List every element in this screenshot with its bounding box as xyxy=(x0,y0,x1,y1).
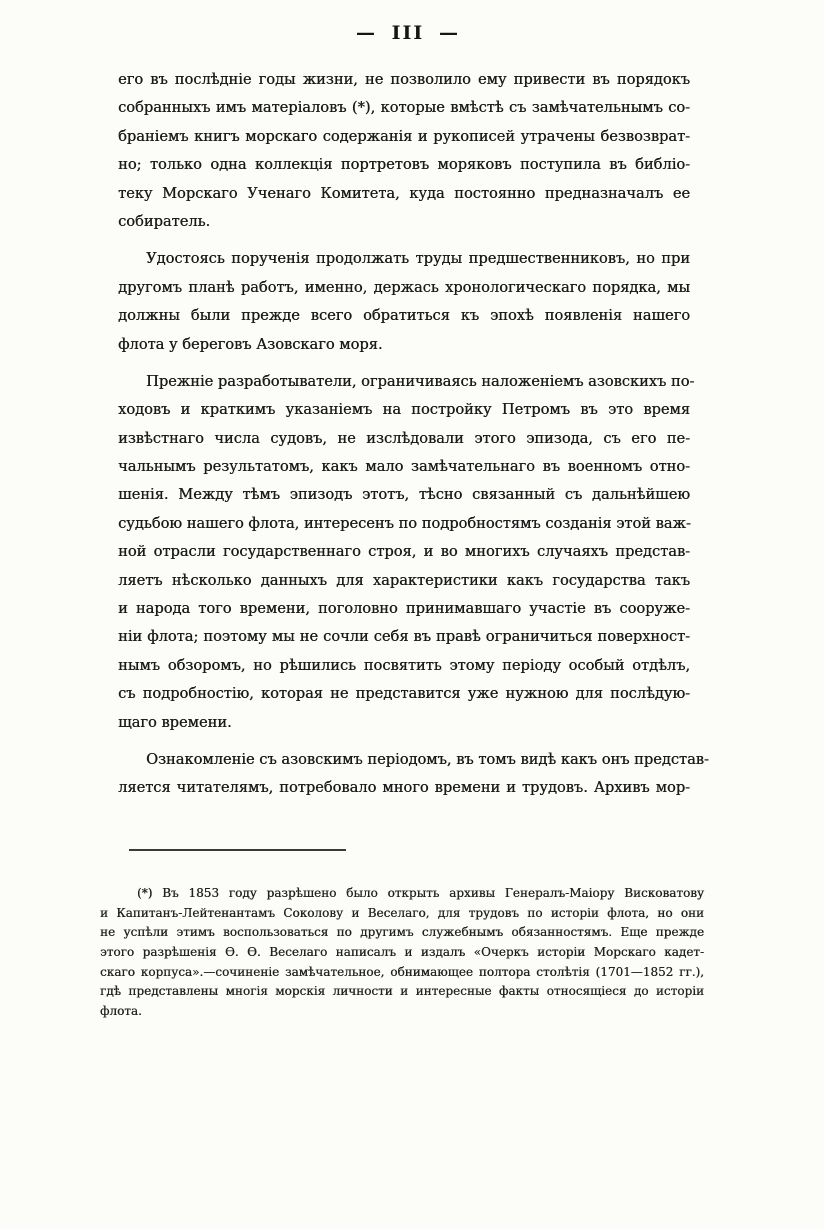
text-line: теку Морскаго Ученаго Комитета, куда постоянно предназначалъ ее xyxy=(118,184,690,202)
text-line: ляетъ нѣсколько данныхъ для характеристики какъ государства такъ xyxy=(118,571,690,589)
text-line: ніи флота; поэтому мы не сочли себя въ правѣ ограничиться поверхност- xyxy=(118,628,690,646)
text-line: шенія. Между тѣмъ эпизодъ этотъ, тѣсно связанный съ дальнѣйшею xyxy=(118,486,690,504)
text-line: но; только одна коллекція портретовъ моряковъ поступила въ библіо- xyxy=(118,156,690,174)
paragraph xyxy=(118,245,690,359)
text-line: щаго времени. xyxy=(118,713,232,731)
footnote-line: флота. xyxy=(100,1004,142,1019)
page-number: — III — xyxy=(356,22,460,44)
footnote-separator xyxy=(129,849,346,851)
paragraph xyxy=(118,66,690,236)
text-line: браніемъ книгъ морскаго содержанія и рукописей утрачены безвозврат- xyxy=(118,127,690,145)
text-line: другомъ планѣ работъ, именно, держась хронологическаго порядка, мы xyxy=(118,278,690,296)
body-text xyxy=(118,66,709,803)
text-line: ходовъ и краткимъ указаніемъ на постройку Петромъ въ это время xyxy=(118,401,690,419)
text-line: его въ послѣдніе годы жизни, не позволило ему привести въ порядокъ xyxy=(118,71,690,88)
text-line: чальнымъ результатомъ, какъ мало замѣчательнаго въ военномъ отно- xyxy=(118,458,690,476)
text-line: Ознакомленіе съ азовскимъ періодомъ, въ томъ видѣ какъ онъ представ- xyxy=(146,750,709,768)
text-line: нымъ обзоромъ, но рѣшились посвятить этому періоду особый отдѣлъ, xyxy=(118,656,690,674)
footnote-line: этого разрѣшенія Ѳ. Ѳ. Веселаго написалъ и издалъ «Очеркъ исторіи Морскаго кадет- xyxy=(100,945,704,960)
text-line: съ подробностію, которая не представится уже нужною для послѣдую- xyxy=(118,685,690,703)
paragraph xyxy=(118,746,709,803)
footnote-line: (*) Въ 1853 году разрѣшено было открыть архивы Генералъ-Маіору Висковатову xyxy=(137,886,704,900)
footnote-line: гдѣ представлены многія морскія личности и интересные факты относящіеся до исторіи xyxy=(100,984,704,999)
text-line: ляется читателямъ, потребовало много времени и трудовъ. Архивъ мор- xyxy=(118,779,690,797)
text-line: извѣстнаго числа судовъ, не изслѣдовали этого эпизода, съ его пе- xyxy=(118,429,690,447)
text-line: собиратель. xyxy=(118,212,211,230)
text-line: должны были прежде всего обратиться къ эпохѣ появленія нашего xyxy=(118,307,690,325)
footnote xyxy=(100,884,704,1022)
footnote-line: не успѣли этимъ воспользоваться по другимъ служебнымъ обязанностямъ. Еще прежде xyxy=(100,925,704,940)
text-line: Прежніе разработыватели, ограничиваясь наложеніемъ азовскихъ по- xyxy=(146,372,695,390)
paragraph xyxy=(118,368,695,737)
text-line: собранныхъ имъ матеріаловъ (*), которые вмѣстѣ съ замѣчательнымъ со- xyxy=(118,99,690,117)
text-line: судьбою нашего флота, интересенъ по подробностямъ созданія этой важ- xyxy=(118,514,691,532)
text-line: Удостоясь порученія продолжать труды предшественниковъ, но при xyxy=(146,250,690,268)
text-line: и народа того времени, поголовно принимавшаго участіе въ сооруже- xyxy=(118,600,690,618)
text-line: флота у береговъ Азовскаго моря. xyxy=(118,335,383,353)
text-line: ной отрасли государственнаго строя, и во многихъ случаяхъ представ- xyxy=(118,543,690,561)
footnote-line: скаго корпуса».—сочиненіе замѣчательное, обнимающее полтора столѣтія (1701—1852 гг.), xyxy=(100,964,704,979)
footnote-line: и Капитанъ-Лейтенантамъ Соколову и Веселаго, для трудовъ по исторіи флота, но они xyxy=(100,905,704,920)
